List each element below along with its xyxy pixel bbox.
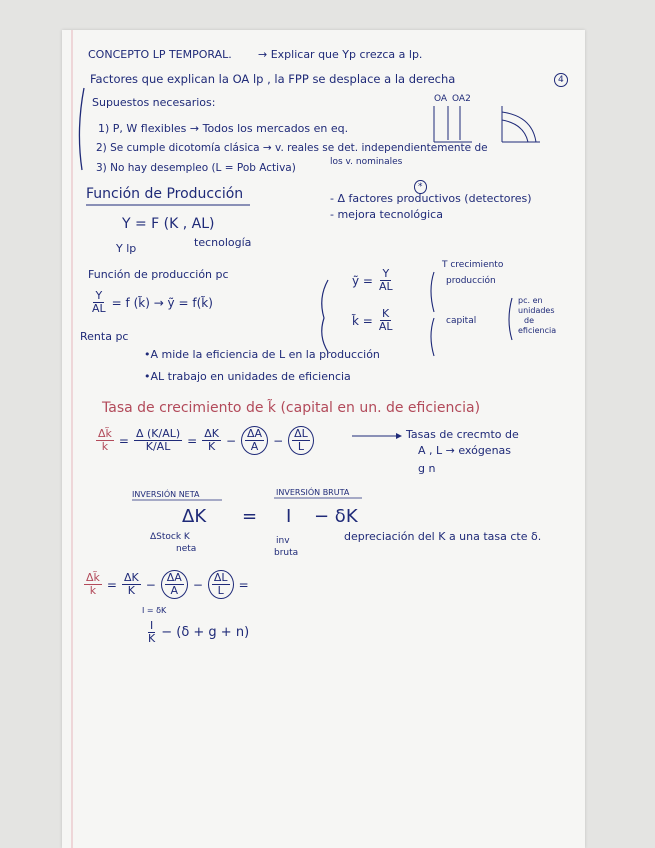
stock-label: ΔStock K bbox=[150, 532, 190, 542]
bruta-label: bruta bbox=[274, 548, 299, 558]
tecnologia-label: tecnología bbox=[194, 236, 252, 249]
ktilde-def: k̃ = $\frac{K}{AL}$ bbox=[352, 307, 393, 334]
t-crecimiento: T crecimiento bbox=[442, 260, 504, 270]
supuesto-1: 1) P, W flexibles → Todos los mercados en eq. bbox=[98, 122, 349, 135]
supuestos-bracket bbox=[79, 88, 84, 170]
inversion-bruta-label: INVERSIÓN BRUTA bbox=[276, 488, 350, 497]
inversion-neta-label: INVERSIÓN NETA bbox=[132, 490, 200, 499]
pc-equation: $\frac{Y}{AL}$ = f (k̃) → ỹ = f(k̃) bbox=[92, 289, 213, 316]
oa-sketch bbox=[434, 106, 540, 142]
inversion-dk: ΔK bbox=[182, 506, 207, 527]
brace-ktilde bbox=[431, 318, 434, 356]
header-title-note: → Explicar que Yp crezca a lp. bbox=[258, 48, 423, 61]
final-result: $\frac{I}{K}$ − (δ + g + n) bbox=[148, 619, 250, 646]
header-title: CONCEPTO LP TEMPORAL. bbox=[88, 48, 232, 61]
exogenas: A , L → exógenas bbox=[418, 444, 512, 457]
brace-ytilde bbox=[431, 272, 434, 312]
funcion-title: Función de Producción bbox=[86, 186, 244, 202]
capital-label: capital bbox=[446, 316, 477, 326]
produccion-label: producción bbox=[446, 276, 496, 286]
brace-left bbox=[322, 280, 328, 352]
brace-pc bbox=[509, 298, 512, 340]
bullet-1: •A mide la eficiencia de L en la producción bbox=[144, 348, 380, 361]
circled-number: 4 bbox=[554, 73, 568, 87]
funcion-note-2: - mejora tecnológica bbox=[330, 208, 443, 221]
pc-units-2: unidades bbox=[518, 306, 555, 315]
pc-units-4: eficiencia bbox=[518, 326, 557, 335]
tasas-note: Tasas de crecmto de bbox=[406, 428, 519, 441]
inv-label: inv bbox=[276, 536, 290, 546]
supuesto-3: 3) No hay desempleo (L = Pob Activa) bbox=[96, 162, 296, 174]
final-equation: $\frac{\Delta k̃}{k̃}$ = $\frac{\Delta K}{K}$ − $\frac{\Delta A}{A}$ − $\frac{\Delta L}{L}$ = bbox=[84, 570, 249, 599]
g-n: g n bbox=[418, 462, 436, 475]
supuestos-title: Supuestos necesarios: bbox=[92, 96, 216, 109]
tasa-equation: $\frac{\Delta k̃}{k̃}$ = $\frac{\Delta (K/AL)}{K/AL}$ = $\frac{\Delta K}{K}$ − $\frac{\Delta A}{A}$ − $\frac{\Delta L}{L}$ bbox=[96, 426, 314, 455]
supuesto-2: 2) Se cumple dicotomía clásica → v. reales se det. independientemente de bbox=[96, 142, 488, 154]
ytilde-def: ỹ = $\frac{Y}{AL}$ bbox=[352, 267, 393, 294]
depreciacion-note: depreciación del K a una tasa cte δ. bbox=[344, 530, 542, 543]
notebook-page bbox=[62, 30, 585, 848]
supuesto-2-cont: los v. nominales bbox=[330, 157, 403, 167]
tasa-title: Tasa de crecimiento de k̃ (capital en un. de eficiencia) bbox=[102, 400, 481, 416]
circled-asterisk: * bbox=[414, 180, 427, 194]
sketch-label-oa: OA bbox=[434, 94, 448, 104]
pc-units-3: de bbox=[524, 316, 534, 325]
final-note: I = δK bbox=[142, 606, 167, 615]
inversion-minus-dk: − δK bbox=[314, 506, 358, 527]
funcion-equation: Y = F (K , AL) bbox=[122, 216, 215, 232]
renta-pc: Renta pc bbox=[80, 330, 129, 343]
inversion-equals: = bbox=[242, 506, 258, 527]
neta-label: neta bbox=[176, 544, 197, 554]
pc-title: Función de producción pc bbox=[88, 268, 229, 281]
bullet-2: •AL trabajo en unidades de eficiencia bbox=[144, 370, 351, 383]
header-line2: Factores que explican la OA lp , la FPP se desplace a la derecha bbox=[90, 72, 456, 86]
y-lp: Y lp bbox=[116, 242, 137, 255]
inversion-i: I bbox=[286, 506, 292, 527]
sketch-label-oa2: OA2 bbox=[452, 94, 471, 104]
funcion-note-1: - Δ factores productivos (detectores) bbox=[330, 192, 532, 205]
pc-units-1: pc. en bbox=[518, 296, 543, 305]
